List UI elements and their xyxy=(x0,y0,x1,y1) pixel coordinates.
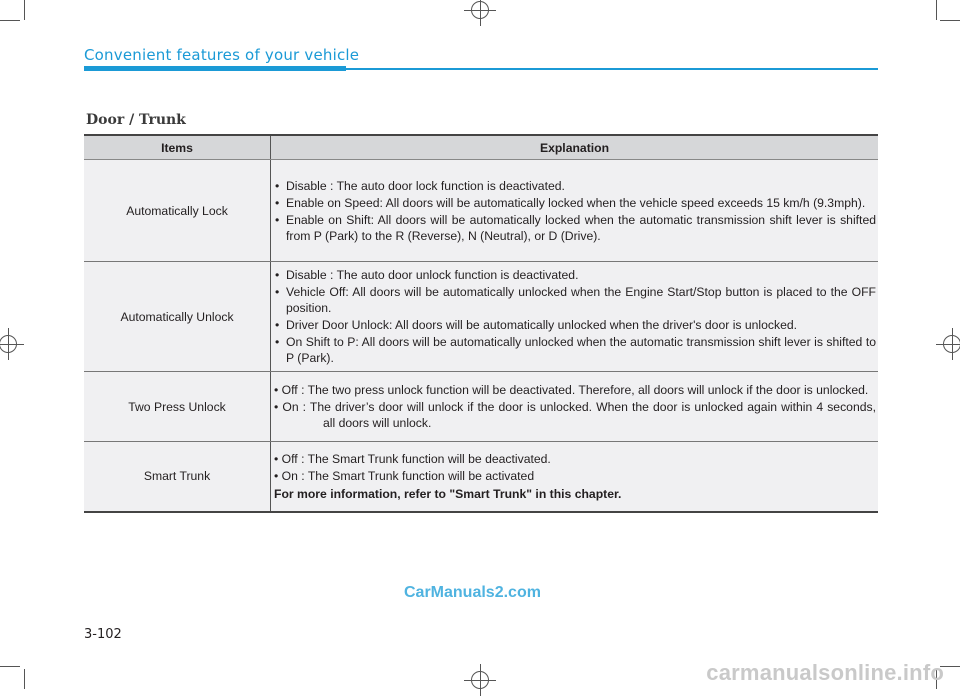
list-item: • Enable on Shift: All doors will be automatically locked when the automatic transmission shift lever is shifted from P (Park) to the R (Reverse), N (Neutral), or D (Drive). xyxy=(274,212,876,244)
chapter-title: Convenient features of your vehicle xyxy=(84,46,360,64)
reference-note: For more information, refer to "Smart Trunk" in this chapter. xyxy=(274,487,622,502)
table-row xyxy=(84,262,878,372)
list-item: • Driver Door Unlock: All doors will be automatically unlocked when the driver's door is unlocked. xyxy=(274,317,876,333)
explanation-cell xyxy=(271,160,879,262)
crop-mark xyxy=(24,669,25,689)
explanation-cell xyxy=(271,262,879,372)
item-cell: Two Press Unlock xyxy=(84,372,271,442)
option-line: • Off : The Smart Trunk function will be deactivated. xyxy=(274,452,551,467)
item-cell: Automatically Lock xyxy=(84,160,271,262)
bullet-list xyxy=(274,267,876,366)
crop-mark xyxy=(24,0,25,20)
list-item: • Disable : The auto door lock function is deactivated. xyxy=(274,178,876,194)
table-row xyxy=(84,372,878,442)
crop-mark xyxy=(936,0,937,20)
table-row xyxy=(84,160,878,262)
crop-mark xyxy=(0,666,20,667)
bullet-list xyxy=(274,178,876,244)
explanation-cell xyxy=(271,442,879,512)
option-line: • On : The Smart Trunk function will be activated xyxy=(274,469,535,484)
page-number: 3-102 xyxy=(84,627,122,642)
item-cell: Automatically Unlock xyxy=(84,262,271,372)
crop-mark xyxy=(0,20,20,21)
registration-mark-icon xyxy=(0,335,17,353)
column-header-explanation: Explanation xyxy=(271,135,879,160)
settings-table xyxy=(84,134,878,513)
option-line: • On : The driver’s door will unlock if the door is unlocked. When the door is unlocked again within 4 seconds, all doors will unlock. xyxy=(274,400,876,430)
header-rule xyxy=(84,66,346,71)
explanation-cell xyxy=(271,372,879,442)
option-line: • Off : The two press unlock function will be deactivated. Therefore, all doors will unlock if the door is unlocked. xyxy=(274,383,869,397)
crop-mark xyxy=(940,20,960,21)
watermark-text: carmanualsonline.info xyxy=(706,660,944,685)
table-row xyxy=(84,442,878,512)
watermark-logo: CarManuals2.com xyxy=(404,584,541,601)
list-item: • Disable : The auto door unlock function is deactivated. xyxy=(274,267,876,283)
registration-mark-icon xyxy=(943,335,960,353)
section-title: Door / Trunk xyxy=(86,112,186,128)
list-item: • Enable on Speed: All doors will be automatically locked when the vehicle speed exceeds 15 km/h (9.3mph). xyxy=(274,195,876,211)
registration-mark-icon xyxy=(471,671,489,689)
header-rule-thin xyxy=(346,68,878,70)
item-cell: Smart Trunk xyxy=(84,442,271,512)
table-header-row xyxy=(84,135,878,160)
column-header-items: Items xyxy=(84,135,271,160)
list-item: • Vehicle Off: All doors will be automatically unlocked when the Engine Start/Stop button is placed to the OFF position. xyxy=(274,284,876,316)
list-item: • On Shift to P: All doors will be automatically unlocked when the automatic transmission shift lever is shifted to P (Park). xyxy=(274,334,876,366)
registration-mark-icon xyxy=(471,1,489,19)
